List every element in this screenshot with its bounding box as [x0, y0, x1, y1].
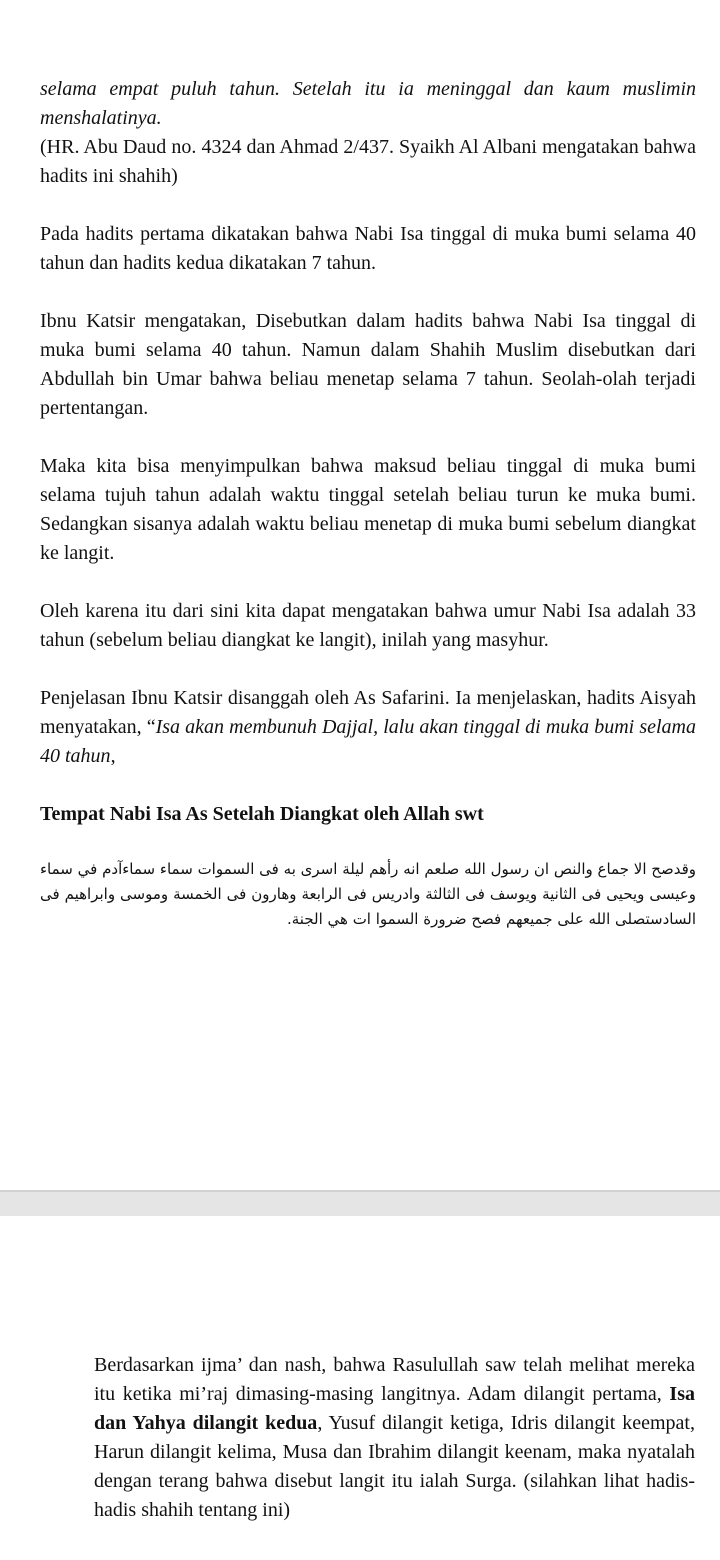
document-page-2	[0, 1216, 720, 1560]
page-separator	[0, 1190, 720, 1216]
as-safarini-lead: Penjelasan Ibnu Katsir disanggah oleh As Safarini. Ia menjelaskan, hadits Aisyah menyatakan, “	[40, 687, 696, 738]
as-safarini-quote: Isa akan membunuh Dajjal, lalu akan tinggal di muka bumi selama 40 tahun	[40, 716, 696, 767]
paragraph-hadith-comparison: Pada hadits pertama dikatakan bahwa Nabi Isa tinggal di muka bumi selama 40 tahun dan hadits kedua dikatakan 7 tahun.	[40, 223, 696, 274]
hadith-citation: (HR. Abu Daud no. 4324 dan Ahmad 2/437. Syaikh Al Albani mengatakan bahwa hadits ini shahih)	[40, 136, 696, 187]
as-safarini-tail: ,	[110, 745, 116, 767]
paragraph-as-safarini	[40, 684, 696, 771]
paragraph-ijma-nash: Berdasarkan ijma’ dan nash, bahwa Rasulullah saw telah melihat mereka itu ketika mi’raj dimasing-masing langitnya. Adam dilangit pertama, Isa dan Yahya dilangit kedua, Yusuf dilangit ketiga, Idris dilangit keempat, Harun dilangit kelima, Musa dan Ibrahim dilangit keenam, maka nyatalah dengan terang bahwa disebut langit itu ialah Surga. (silahkan lihat hadis-hadis shahih tentang ini)	[94, 1354, 695, 1521]
page-1-body	[40, 75, 696, 932]
page-2-body	[94, 1351, 695, 1525]
paragraph-conclusion: Maka kita bisa menyimpulkan bahwa maksud beliau tinggal di muka bumi selama tujuh tahun adalah waktu tinggal setelah beliau turun ke muka bumi. Sedangkan sisanya adalah waktu beliau menetap di muka bumi sebelum diangkat ke langit.	[40, 455, 696, 564]
paragraph-age-of-isa: Oleh karena itu dari sini kita dapat mengatakan bahwa umur Nabi Isa adalah 33 tahun (sebelum beliau diangkat ke langit), inilah yang masyhur.	[40, 600, 696, 651]
paragraph-ibnu-katsir: Ibnu Katsir mengatakan, Disebutkan dalam hadits bahwa Nabi Isa tinggal di muka bumi selama 40 tahun. Namun dalam Shahih Muslim disebutkan dari Abdullah bin Umar bahwa beliau menetap selama 7 tahun. Seolah-olah terjadi pertentangan.	[40, 310, 696, 419]
section-heading: Tempat Nabi Isa As Setelah Diangkat oleh Allah swt	[40, 803, 484, 825]
bold-isa-yahya: Isa dan Yahya dilangit kedua	[94, 1383, 695, 1434]
arabic-quote: وقدصح الا جماع والنص ان رسول الله صلعم انه رأهم ليلة اسرى به فى السموات سماء سماءآدم في سماء وعيسى ويحيى فى الثانية ويوسف فى الثالثة وادريس فى الرابعة وهارون فى الخمسة وموسى وابراهيم فى السادستصلى الله على جميعهم فصح ضرورة السموا ات هي الجنة.	[40, 860, 696, 928]
hadith-quote-italic: selama empat puluh tahun. Setelah itu ia meninggal dan kaum muslimin menshalatinya.	[40, 78, 696, 129]
